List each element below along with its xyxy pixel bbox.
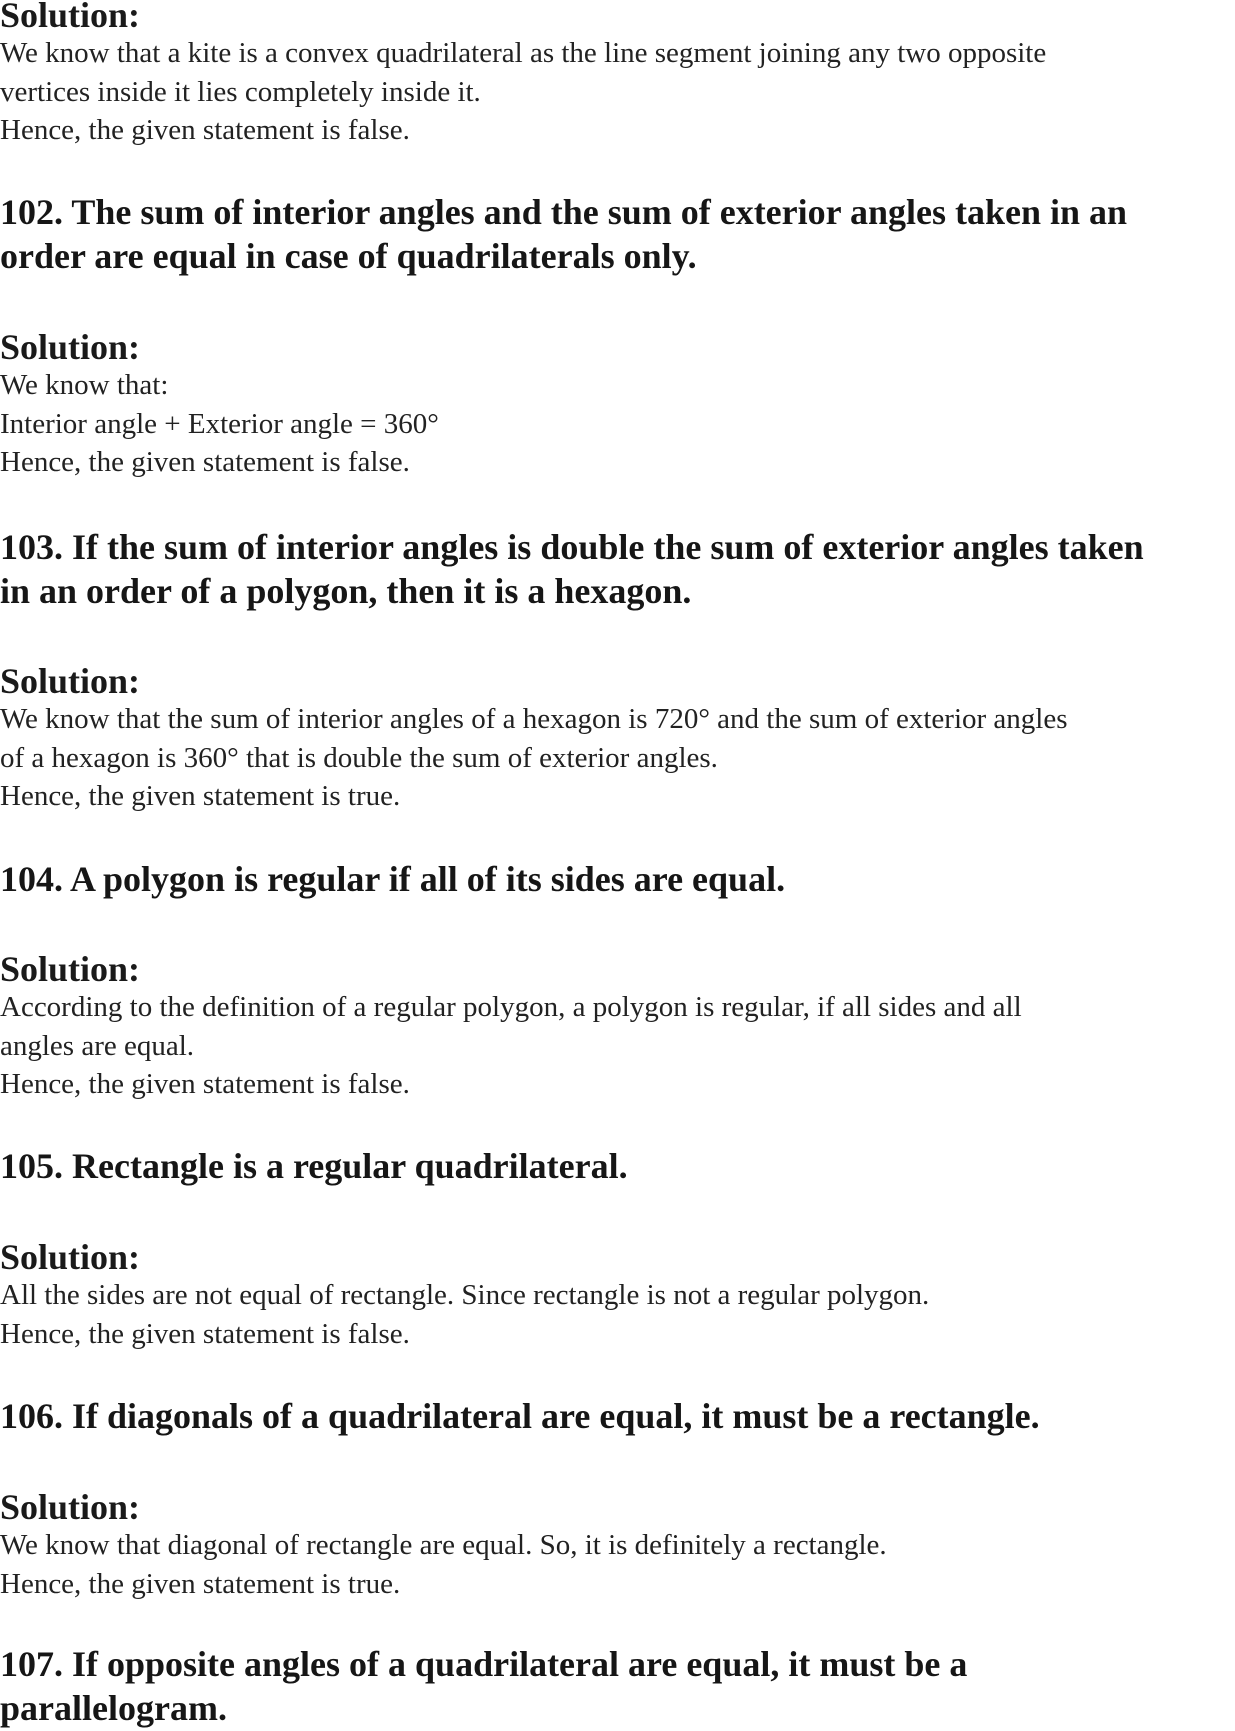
question-block [0,525,1235,613]
solution-text-line: We know that diagonal of rectangle are equal. So, it is definitely a rectangle. [0,1529,887,1561]
question-block [0,1642,1235,1730]
solution-text-line: Interior angle + Exterior angle = 360° [0,407,439,440]
solution-block [0,950,1235,1104]
solution-text-line: Hence, the given statement is false. [0,1317,410,1350]
solution-heading: Solution: [0,327,141,367]
question-text-line: 106. If diagonals of a quadrilateral are equal, it must be a rectangle. [0,1396,1040,1436]
solution-text-line: We know that a kite is a convex quadrilateral as the line segment joining any two opposite [0,37,1047,69]
solution-heading: Solution: [0,1237,141,1277]
solution-text-line: We know that: [0,369,169,401]
solution-text-line: Hence, the given statement is false. [0,114,410,146]
solution-text-line: of a hexagon is 360° that is double the sum of exterior angles. [0,741,718,774]
question-text-line: 107. If opposite angles of a quadrilateral are equal, it must be a [0,1644,968,1684]
question-block [0,190,1235,278]
solution-text-line: We know that the sum of interior angles of a hexagon is 720° and the sum of exterior angles [0,703,1068,735]
solution-text-line: Hence, the given statement is true. [0,780,401,812]
question-block [0,1394,1235,1438]
solution-block [0,328,1235,482]
question-text-line: parallelogram. [0,1688,227,1728]
solution-text-line: According to the definition of a regular polygon, a polygon is regular, if all sides and all [0,991,1022,1023]
question-text-line: 103. If the sum of interior angles is double the sum of exterior angles taken [0,527,1144,567]
solution-heading: Solution: [0,0,141,35]
solution-text-line: Hence, the given statement is true. [0,1567,401,1600]
question-block [0,1144,1235,1188]
solution-block [0,0,1235,150]
solution-block [0,1488,1235,1603]
solution-text-line: angles are equal. [0,1029,195,1062]
solution-text-line: Hence, the given statement is false. [0,1068,410,1100]
question-text-line: 104. A polygon is regular if all of its sides are equal. [0,859,786,899]
solution-heading: Solution: [0,1487,141,1527]
question-block [0,857,1235,901]
solution-text-line: vertices inside it lies completely inside it. [0,75,481,108]
solution-text-line: Hence, the given statement is false. [0,446,410,478]
solution-heading: Solution: [0,661,141,701]
solution-text-line: All the sides are not equal of rectangle. Since rectangle is not a regular polygon. [0,1279,930,1311]
question-text-line: in an order of a polygon, then it is a hexagon. [0,571,692,611]
solution-block [0,1238,1235,1353]
question-text-line: order are equal in case of quadrilaterals only. [0,236,697,276]
question-text-line: 105. Rectangle is a regular quadrilateral. [0,1146,628,1186]
solution-block [0,662,1235,816]
question-text-line: 102. The sum of interior angles and the sum of exterior angles taken in an [0,192,1128,232]
solution-heading: Solution: [0,949,141,989]
